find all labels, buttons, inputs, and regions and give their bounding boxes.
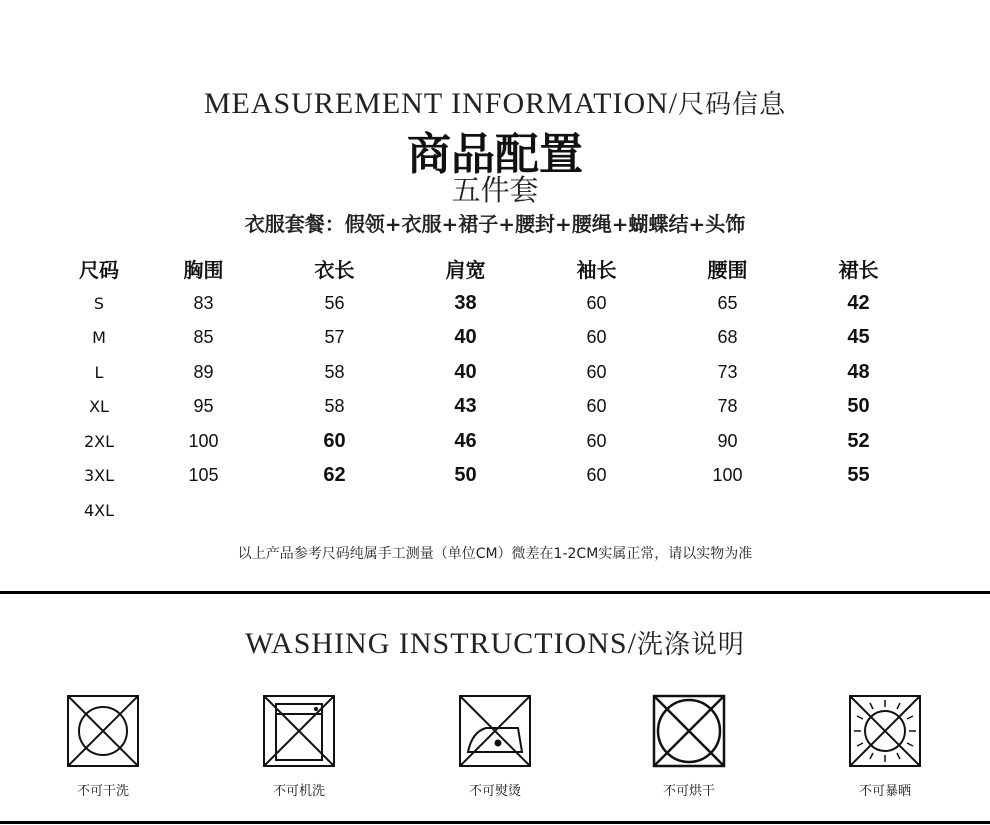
set-description: 衣服套餐：假领+衣服+裙子+腰封+腰绳+蝴蝶结+头饰 [244,212,746,236]
table-row [60,355,924,390]
no-iron-icon [458,694,532,768]
table-cell: 2XL [83,431,115,451]
column-header: 裙长 [838,257,879,282]
table-cell: 50 [847,395,870,418]
table-cell [531,493,662,528]
table-row [60,424,924,459]
page-subtitle: 五件套 [451,173,539,207]
washing-heading [0,624,990,661]
table-cell: 89 [193,361,214,382]
section-divider [0,591,990,594]
table-cell: 60 [586,430,607,451]
table-cell: 52 [847,429,870,452]
no-tumble-dry-icon [652,694,726,768]
table-cell: 40 [454,326,477,349]
table-cell: 60 [323,429,346,452]
table-cell: 45 [847,326,870,349]
table-cell: 60 [586,396,607,417]
table-cell: 58 [324,396,345,417]
table-cell: 100 [188,430,219,451]
measurement-note: 以上产品参考尺码纯属手工测量（单位CM）微差在1-2CM实属正常，请以实物为准 [237,546,753,562]
table-cell: 48 [847,360,870,383]
section-divider [0,821,990,824]
table-cell: 50 [454,464,477,487]
table-cell: S [93,293,105,313]
table-cell: 57 [324,327,345,348]
table-cell: L [94,362,104,382]
column-header: 袖长 [576,257,617,282]
table-row [60,493,924,528]
table-cell: 68 [717,327,738,348]
table-cell: 60 [586,465,607,486]
table-cell: 65 [717,292,738,313]
table-cell: 85 [193,327,214,348]
measurement-heading-cn: 尺码信息 [678,90,787,120]
table-cell [662,493,793,528]
table-cell: 60 [586,327,607,348]
table-cell [138,493,269,528]
table-cell: 55 [847,464,870,487]
table-cell: 90 [717,430,738,451]
table-cell: XL [89,397,109,417]
table-cell [793,493,924,528]
table-cell: 105 [188,465,219,486]
page-title: 商品配置 [407,129,583,180]
table-cell: 40 [454,360,477,383]
washing-heading-cn: 洗涤说明 [636,630,745,660]
table-row [60,459,924,494]
measurement-heading-en: MEASUREMENT INFORMATION/ [203,87,679,120]
table-cell [269,493,400,528]
table-cell: 78 [717,396,738,417]
table-cell: 62 [323,464,346,487]
column-header: 尺码 [79,257,119,282]
column-header: 胸围 [183,257,224,282]
table-cell: 100 [712,465,743,486]
table-cell: M [92,328,106,348]
size-table [60,250,924,528]
no-machine-wash-icon [262,694,336,768]
column-header: 衣长 [314,257,355,282]
table-cell: 42 [847,291,870,314]
table-cell: 38 [454,291,477,314]
no-sun-dry-icon [848,694,922,768]
table-cell: 60 [586,361,607,382]
table-cell: 58 [324,361,345,382]
table-cell: 83 [193,292,214,313]
column-header: 肩宽 [445,257,486,282]
table-row [60,321,924,356]
icon-label: 不可干洗 [76,784,129,799]
table-cell: 43 [454,395,477,418]
washing-heading-en: WASHING INSTRUCTIONS/ [245,627,637,660]
table-cell: 4XL [83,500,115,520]
table-cell: 73 [717,361,738,382]
table-cell: 3XL [83,466,115,486]
table-row [60,390,924,425]
table-row [60,286,924,321]
table-cell: 60 [586,292,607,313]
column-header: 腰围 [707,257,748,282]
measurement-heading [0,84,990,121]
table-header-row [60,250,924,286]
table-cell: 46 [454,429,477,452]
table-cell: 56 [324,292,345,313]
no-dry-clean-icon [66,694,140,768]
table-cell [400,493,531,528]
icon-label: 不可熨烫 [468,784,521,799]
icon-label: 不可机洗 [272,784,325,799]
table-cell: 95 [193,396,214,417]
icon-label: 不可暴晒 [858,784,911,799]
icon-label: 不可烘干 [662,784,715,799]
